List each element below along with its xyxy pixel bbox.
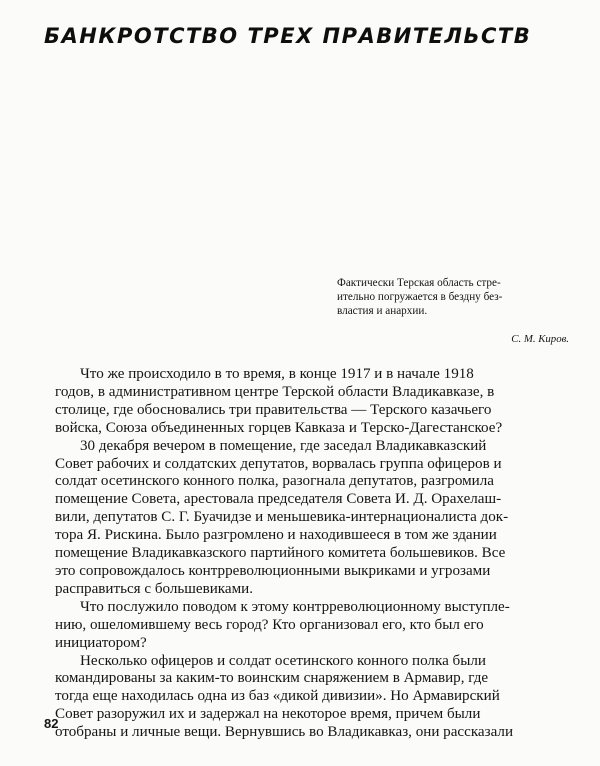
epigraph-line: ительно погружается в бездну без- [337,291,503,303]
epigraph-line: Фактически Терская область стре- [337,277,501,289]
paragraph-line: тора Я. Рискина. Было разгромлено и находившееся в том же здании [55,527,497,544]
paragraph-line: инициатором? [55,634,147,651]
paragraph-line: Совет разоружил их и задержал на некоторое время, причем были [55,706,481,723]
paragraph-line: помещение Совета, арестовала председателя Совета И. Д. Орахелаш- [55,491,502,508]
paragraph-line: командированы за каким-то воинским снаряжением в Армавир, где [55,670,489,687]
epigraph [337,276,569,345]
chapter-title: БАНКРОТСТВО ТРЕХ ПРАВИТЕЛЬСТВ [44,24,532,48]
paragraph-line: Что послужило поводом к этому контрреволюционному выступле- [80,598,510,615]
paragraph-line: вили, депутатов С. Г. Буачидзе и меньшевика-интернационалиста док- [55,509,509,526]
paragraph-line: годов, в административном центре Терской области Владикавказе, в [55,383,495,400]
paragraph-line: 30 декабря вечером в помещение, где заседал Владикавказский [80,437,487,454]
body-text [55,366,575,742]
paragraph-line: нию, ошеломившему весь город? Кто организовал его, кто был его [55,616,484,633]
epigraph-line: властия и анархии. [337,305,428,317]
page-number: 82 [44,716,59,731]
paragraph-line: это сопровождалось контрреволюционными выкриками и угрозами [55,562,491,579]
paragraph-line: Совет рабочих и солдатских депутатов, ворвалась группа офицеров и [55,455,502,472]
epigraph-text [337,276,569,318]
paragraph-line: помещение Владикавказского партийного комитета большевиков. Все [55,545,506,562]
paragraph-line: войска, Союза объединенных горцев Кавказа и Терско-Дагестанское? [55,419,503,436]
paragraph-line: Что же происходило в то время, в конце 1917 и в начале 1918 [80,366,474,382]
paragraph-line: расправиться с большевиками. [55,580,254,597]
paragraph-line: солдат осетинского конного полка, разогнала депутатов, разгромила [55,473,494,490]
epigraph-author: С. М. Киров. [511,333,569,345]
paragraph-line: тогда еще находилась одна из баз «дикой дивизии». Но Армавирский [55,688,500,705]
paragraph-line: столице, где обосновались три правительства — Терского казачьего [55,401,492,418]
paragraph-line: Несколько офицеров и солдат осетинского конного полка были [80,652,486,669]
paragraph-line: отобраны и личные вещи. Вернувшись во Владикавказ, они рассказали [55,724,514,741]
